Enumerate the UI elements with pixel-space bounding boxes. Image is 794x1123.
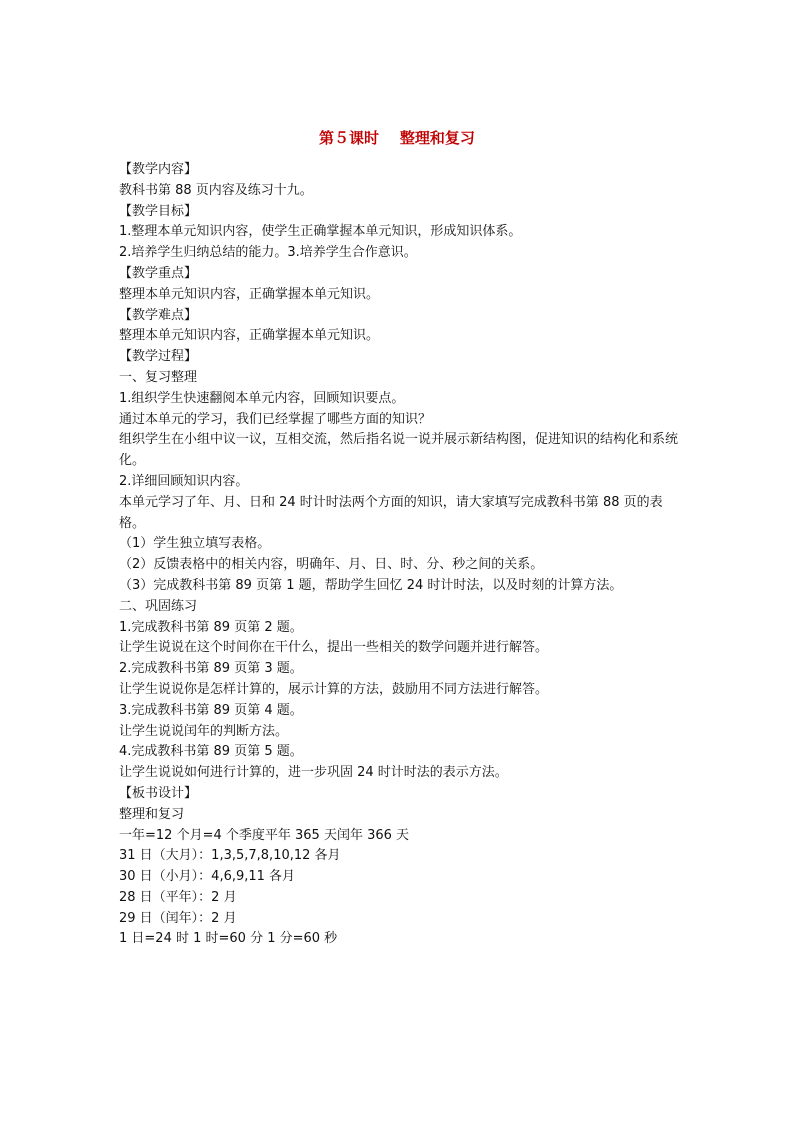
text-line: 【板书设计】 — [119, 785, 198, 801]
text-line: 1.组织学生快速翻阅本单元内容，回顾知识要点。 — [119, 390, 405, 406]
text-line: 让学生说说在这个时间你在干什么，提出一些相关的数学问题并进行解答。 — [119, 640, 549, 656]
text-line: 【教学目标】 — [119, 203, 198, 219]
text-line: 29 日（闰年）：2 月 — [119, 910, 237, 926]
text-line: 通过本单元的学习，我们已经掌握了哪些方面的知识？ — [119, 411, 432, 427]
text-line: 让学生说说你是怎样计算的，展示计算的方法，鼓励用不同方法进行解答。 — [119, 681, 549, 697]
text-line: 本单元学习了年、月、日和 24 时计时法两个方面的知识，请大家填写完成教科书第 88 页的表格。 — [119, 494, 663, 531]
text-line: 整理本单元知识内容，正确掌握本单元知识。 — [119, 286, 380, 302]
text-line: 31 日（大月）：1,3,5,7,8,10,12 各月 — [119, 848, 341, 864]
text-line: 30 日（小月）：4,6,9,11 各月 — [119, 869, 296, 885]
text-line: （3）完成教科书第 89 页第 1 题，帮助学生回忆 24 时计时法，以及时刻的计算方法。 — [119, 577, 623, 593]
text-line: 一、复习整理 — [119, 369, 198, 385]
text-line: 1.整理本单元知识内容，使学生正确掌握本单元知识，形成知识体系。 — [119, 224, 522, 240]
text-line: 【教学难点】 — [119, 307, 198, 323]
text-line: 一年=12 个月=4 个季度平年 365 天闰年 366 天 — [119, 827, 410, 843]
text-line: 教科书第 88 页内容及练习十九。 — [119, 182, 313, 198]
text-line: 2.培养学生归纳总结的能力。3.培养学生合作意识。 — [119, 245, 417, 261]
lesson-body — [119, 160, 679, 950]
text-line: 组织学生在小组中议一议，互相交流，然后指名说一说并展示新结构图，促进知识的结构化和系统化。 — [119, 432, 679, 469]
text-line: 二、巩固练习 — [119, 598, 198, 614]
text-line: 4.完成教科书第 89 页第 5 题。 — [119, 744, 303, 760]
text-line: 让学生说说如何进行计算的，进一步巩固 24 时计时法的表示方法。 — [119, 765, 508, 781]
text-line: 【教学重点】 — [119, 265, 198, 281]
text-line: 1.完成教科书第 89 页第 2 题。 — [119, 619, 303, 635]
text-line: 3.完成教科书第 89 页第 4 题。 — [119, 702, 303, 718]
text-line: 整理和复习 — [119, 806, 185, 822]
text-line: 28 日（平年）：2 月 — [119, 889, 237, 905]
lesson-title: 第５课时 整理和复习 — [319, 129, 475, 147]
text-line: （2）反馈表格中的相关内容，明确年、月、日、时、分、秒之间的关系。 — [119, 557, 544, 573]
text-line: 整理本单元知识内容，正确掌握本单元知识。 — [119, 328, 380, 344]
text-line: 1 日=24 时 1 时=60 分 1 分=60 秒 — [119, 931, 338, 947]
text-line: 2.详细回顾知识内容。 — [119, 473, 249, 489]
text-line: 2.完成教科书第 89 页第 3 题。 — [119, 661, 303, 677]
text-line: 【教学内容】 — [119, 162, 198, 177]
text-line: 让学生说说闰年的判断方法。 — [119, 723, 289, 739]
text-line: 【教学过程】 — [119, 349, 198, 365]
text-line: （1）学生独立填写表格。 — [119, 536, 271, 552]
